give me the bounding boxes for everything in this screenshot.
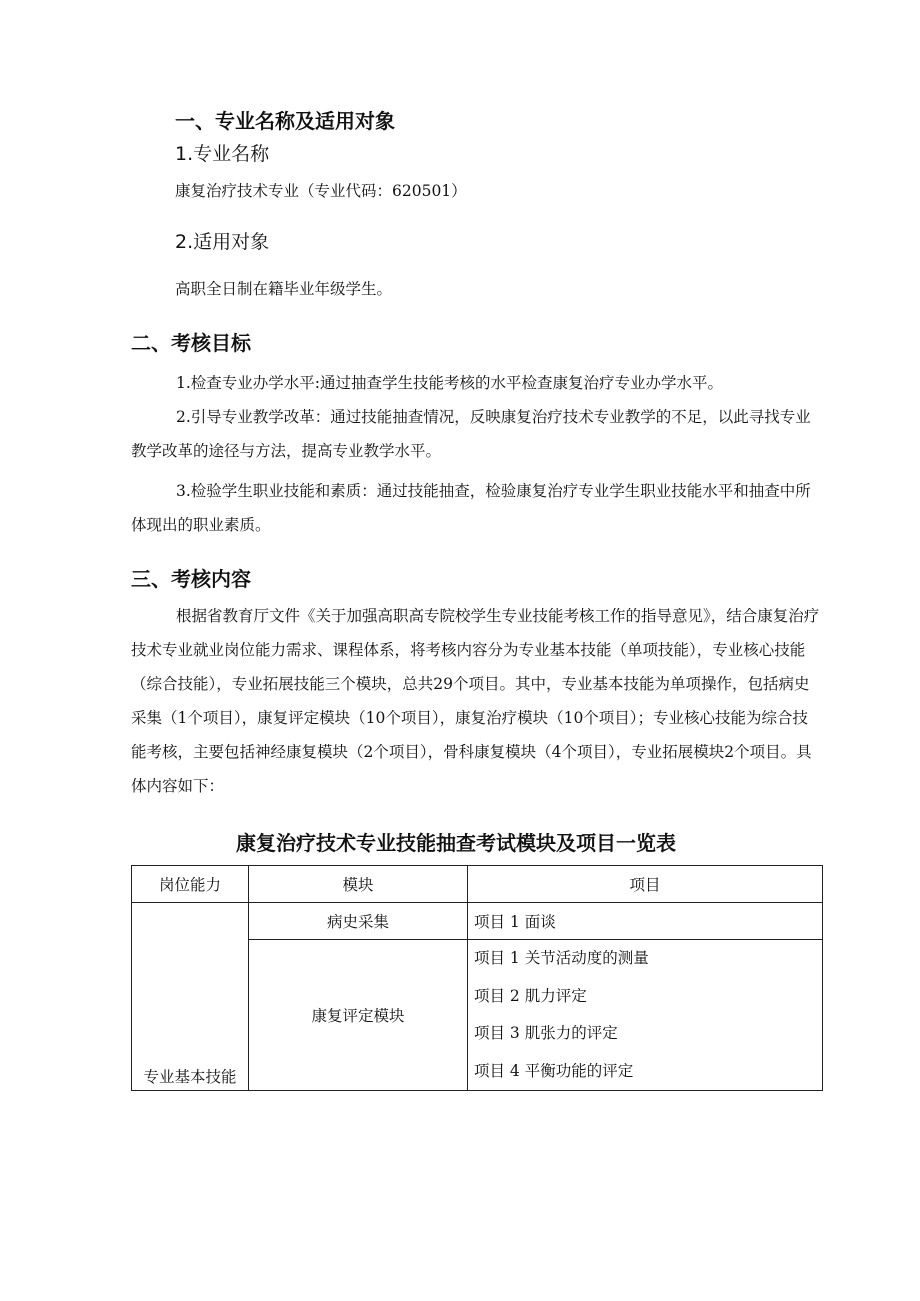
- target-text: 高职全日制在籍毕业年级学生。: [175, 280, 393, 298]
- goal-item-3: 3.检验学生职业技能和素质：通过技能抽查，检验康复治疗专业学生职业技能水平和抽查中所体现出的职业素质。: [131, 482, 811, 534]
- section1-heading: 一、专业名称及适用对象: [175, 109, 395, 133]
- major-name-text: 康复治疗技术专业（专业代码：620501）: [175, 182, 467, 200]
- subsection-target-heading: 2.适用对象: [175, 231, 270, 253]
- section3-heading: 三、考核内容: [131, 567, 251, 591]
- project-item: 项目 3 肌张力的评定: [474, 1024, 618, 1042]
- goal-item-1: 1.检查专业办学水平:通过抽查学生技能考核的水平检查康复治疗专业办学水平。: [176, 374, 724, 392]
- header-position: 岗位能力: [132, 866, 249, 903]
- goal-item-2: 2.引导专业教学改革：通过技能抽查情况，反映康复治疗技术专业教学的不足，以此寻找专业教学改革的途径与方法，提高专业教学水平。: [131, 408, 811, 460]
- project-cell: 项目 1 面谈: [468, 903, 823, 940]
- subsection-name-heading: 1.专业名称: [175, 143, 270, 165]
- project-item: 项目 1 关节活动度的测量: [474, 949, 649, 967]
- header-project: 项目: [468, 866, 823, 903]
- module-table: [131, 865, 823, 1091]
- module-history-cell: 病史采集: [249, 903, 468, 940]
- module-assessment-cell: 康复评定模块: [249, 940, 468, 1091]
- project-list-cell: [468, 940, 823, 1091]
- table-header-row: [132, 866, 823, 903]
- position-cell: 专业基本技能: [132, 903, 249, 1091]
- project-item: 项目 2 肌力评定: [474, 986, 587, 1005]
- section2-heading: 二、考核目标: [131, 331, 251, 355]
- table-title: 康复治疗技术专业技能抽查考试模块及项目一览表: [236, 831, 676, 855]
- table-row: [132, 903, 823, 940]
- content-paragraph: 根据省教育厅文件《关于加强高职高专院校学生专业技能考核工作的指导意见》，结合康复治疗技术专业就业岗位能力需求、课程体系，将考核内容分为专业基本技能（单项技能），专业核心技能（综合技能），专业拓展技能三个模块，总共29个项目。其中，专业基本技能为单项操作，包括病史采集（1个项目），康复评定模块（10个项目），康复治疗模块（10个项目）；专业核心技能为综合技能考核，主要包括神经康复模块（2个项目），骨科康复模块（4个项目），专业拓展模块2个项目。具体内容如下：: [131, 607, 820, 795]
- header-module: 模块: [249, 866, 468, 903]
- project-item: 项目 4 平衡功能的评定: [474, 1061, 634, 1080]
